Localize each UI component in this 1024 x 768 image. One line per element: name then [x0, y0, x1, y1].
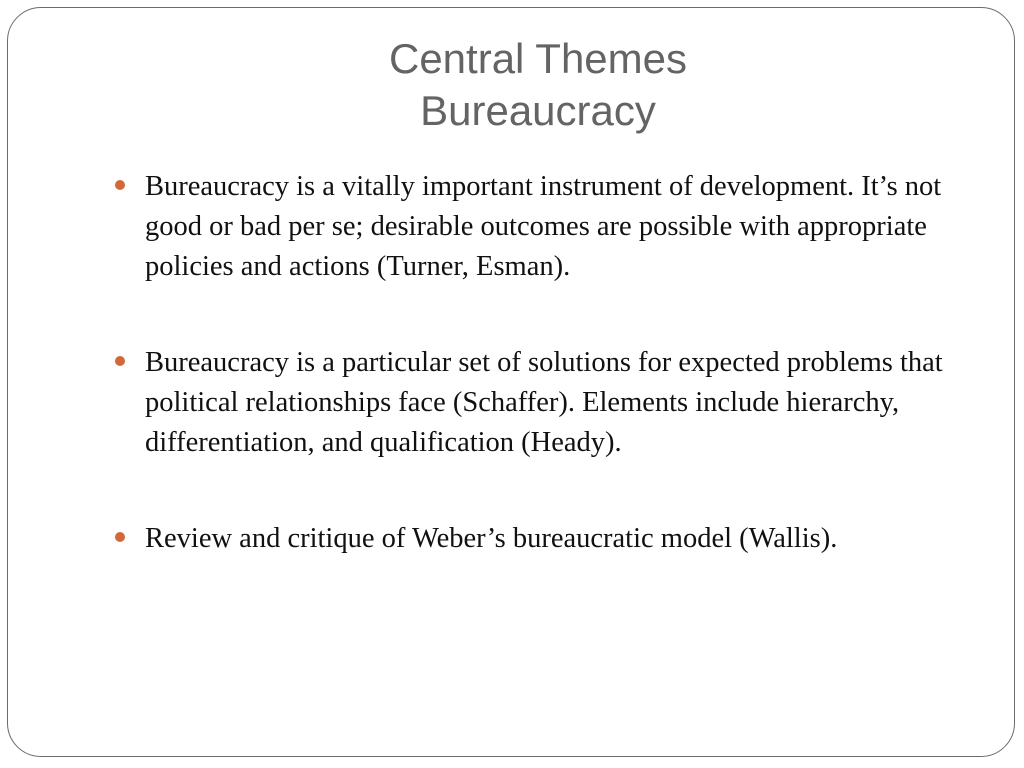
bullet-text: Bureaucracy is a vitally important instrument of development. It’s not good or bad per se; desirable outcomes are possible with appropriate policies and actions (Turner, Esman).: [145, 171, 942, 282]
bullet-item: [112, 519, 972, 559]
slide-title: [0, 33, 1024, 137]
bullet-dot-icon: [115, 356, 125, 366]
bullet-item: [112, 343, 972, 463]
bullet-dot-icon: [115, 180, 125, 190]
title-line-2: Bureaucracy: [420, 87, 656, 134]
bullet-item: [112, 167, 972, 287]
bullet-text: Review and critique of Weber’s bureaucratic model (Wallis).: [145, 523, 838, 554]
bullet-list: [112, 167, 972, 559]
title-line-1: Central Themes: [388, 35, 688, 82]
bullet-text: Bureaucracy is a particular set of solutions for expected problems that political relationships face (Schaffer). Elements include hierarchy, differentiation, and qualification (Heady).: [145, 347, 943, 458]
bullet-dot-icon: [115, 532, 125, 542]
